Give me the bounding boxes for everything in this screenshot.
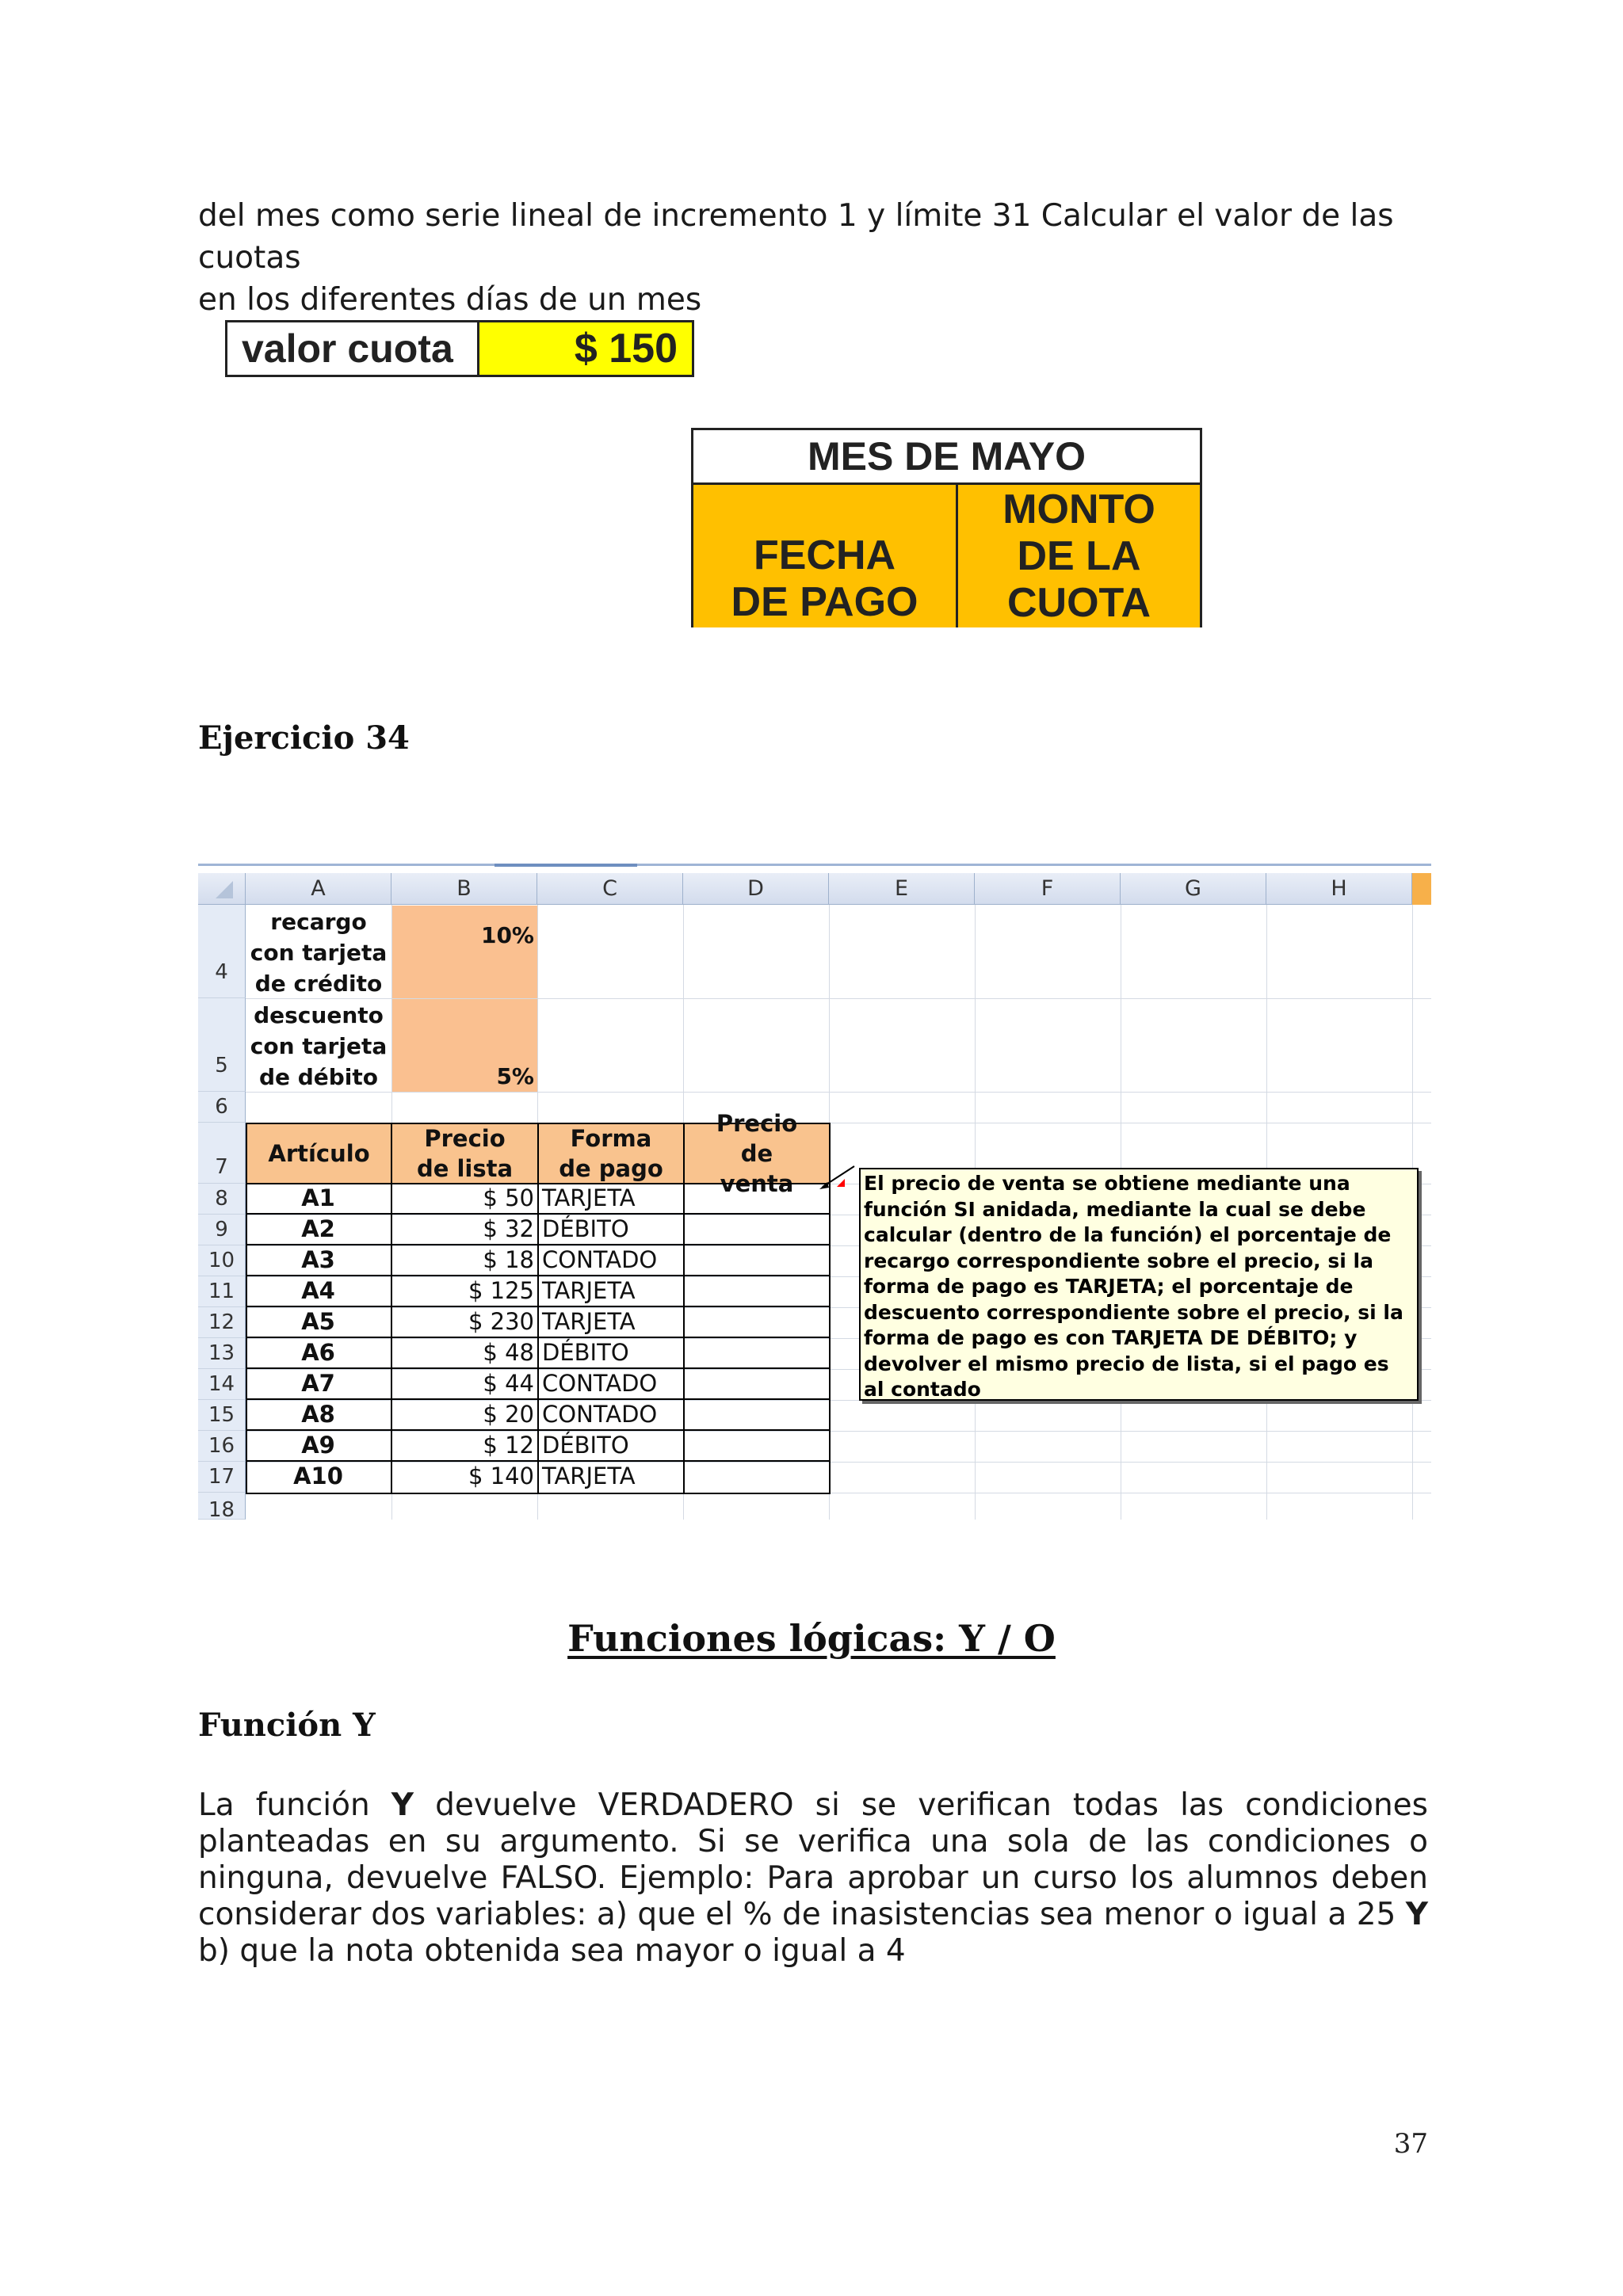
header-precio-venta[interactable]: Precio de venta [683, 1123, 831, 1184]
body-text: devuelve VERDADERO si se verifican todas las condiciones planteadas en su argumento. Si se verifica una sola de las condiciones o ninguna, devuelve FALSO. Ejemplo: Para aprobar un curso los alumnos deben considerar dos variables: a) que el % de inasistencias sea menor o igual a 25 [198, 1787, 1428, 1932]
column-header-overflow [1412, 873, 1431, 905]
cell-precio-venta[interactable] [685, 1276, 831, 1307]
row-header-7[interactable]: 7 [198, 1123, 246, 1184]
cell-articulo[interactable]: A2 [246, 1215, 392, 1245]
cell-precio[interactable]: $ 20 [392, 1400, 539, 1431]
column-header-c[interactable]: C [537, 873, 683, 905]
column-header-a[interactable]: A [246, 873, 391, 905]
row-header-17[interactable]: 17 [198, 1462, 246, 1493]
column-header-f[interactable]: F [975, 873, 1121, 905]
column-header-e[interactable]: E [829, 873, 975, 905]
column-header-g[interactable]: G [1121, 873, 1266, 905]
body-text: La función [198, 1787, 391, 1823]
row-header-6[interactable]: 6 [198, 1092, 246, 1123]
cell-precio[interactable]: $ 44 [392, 1369, 539, 1400]
descuento-label-cell[interactable]: descuento con tarjeta de débito [250, 1002, 388, 1090]
cell-precio[interactable]: $ 125 [392, 1276, 539, 1307]
row-header-15[interactable]: 15 [198, 1400, 246, 1431]
row-header-13[interactable]: 13 [198, 1338, 246, 1369]
cell-forma[interactable]: CONTADO [539, 1369, 685, 1400]
cell-forma[interactable]: DÉBITO [539, 1431, 685, 1462]
comment-arrow-icon [816, 1163, 864, 1195]
cell-precio-venta[interactable] [685, 1184, 831, 1215]
descuento-value-cell[interactable]: 5% [392, 999, 537, 1092]
cell-articulo[interactable]: A3 [246, 1245, 392, 1276]
subsection-title: Función Y [198, 1707, 376, 1744]
body-paragraph [198, 1787, 1428, 1970]
row-header-10[interactable]: 10 [198, 1245, 246, 1276]
section-title: Funciones lógicas: Y / O [567, 1617, 1056, 1660]
cell-articulo[interactable]: A9 [246, 1431, 392, 1462]
cell-articulo[interactable]: A1 [246, 1184, 392, 1215]
cell-precio-venta[interactable] [685, 1369, 831, 1400]
exercise-title: Ejercicio 34 [198, 719, 410, 757]
recargo-label-cell[interactable]: recargo con tarjeta de crédito [250, 909, 388, 997]
row-header-16[interactable]: 16 [198, 1431, 246, 1462]
cell-precio-venta[interactable] [685, 1338, 831, 1369]
row-header-4[interactable]: 4 [198, 905, 246, 998]
body-text: b) que la nota obtenida sea mayor o igual a 4 [198, 1933, 906, 1969]
recargo-value-cell[interactable]: 10% [392, 906, 537, 998]
select-all-corner[interactable] [198, 873, 246, 905]
row-header-14[interactable]: 14 [198, 1369, 246, 1400]
cell-forma[interactable]: TARJETA [539, 1462, 685, 1493]
cell-forma[interactable]: TARJETA [539, 1276, 685, 1307]
column-header-h[interactable]: H [1266, 873, 1412, 905]
cell-forma[interactable]: DÉBITO [539, 1215, 685, 1245]
cell-precio[interactable]: $ 230 [392, 1307, 539, 1338]
row-header-18[interactable]: 18 [198, 1493, 246, 1520]
fecha-de-pago-header: FECHA DE PAGO [693, 485, 958, 627]
row-header-9[interactable]: 9 [198, 1215, 246, 1245]
header-precio-lista[interactable]: Precio de lista [391, 1123, 539, 1184]
cell-forma[interactable]: TARJETA [539, 1307, 685, 1338]
row-header-12[interactable]: 12 [198, 1307, 246, 1338]
valor-cuota-label: valor cuota [227, 322, 479, 375]
cell-precio[interactable]: $ 12 [392, 1431, 539, 1462]
body-bold-y: Y [391, 1787, 414, 1823]
cell-precio-venta[interactable] [685, 1307, 831, 1338]
page-number: 37 [1393, 2128, 1428, 2160]
cell-forma[interactable]: TARJETA [539, 1184, 685, 1215]
cell-articulo[interactable]: A8 [246, 1400, 392, 1431]
intro-line-1: del mes como serie lineal de incremento 1 y límite 31 Calcular el valor de las cuotas [198, 198, 1394, 276]
column-header-d[interactable]: D [683, 873, 829, 905]
cell-precio[interactable]: $ 140 [392, 1462, 539, 1493]
cell-precio-venta[interactable] [685, 1431, 831, 1462]
monto-cuota-header: MONTO DE LA CUOTA [1002, 486, 1155, 626]
cell-precio[interactable]: $ 18 [392, 1245, 539, 1276]
cell-comment-note: El precio de venta se obtiene mediante una función SI anidada, mediante la cual se debe calcular (dentro de la función) el porcentaje de recargo correspondiente sobre el precio, si la forma de pago es TARJETA; el porcentaje de descuento correspondiente sobre el precio, si la forma de pago es con TARJETA DE DÉBITO; y devolver el mismo precio de lista, si el pago es al contado [859, 1168, 1419, 1401]
cell-precio-venta[interactable] [685, 1400, 831, 1431]
cell-articulo[interactable]: A5 [246, 1307, 392, 1338]
header-forma-pago[interactable]: Forma de pago [537, 1123, 685, 1184]
mes-de-mayo-table [691, 428, 1202, 627]
cell-articulo[interactable]: A7 [246, 1369, 392, 1400]
valor-cuota-box [225, 320, 694, 377]
intro-line-2: en los diferentes días de un mes [198, 282, 702, 318]
mes-de-mayo-title: MES DE MAYO [693, 430, 1200, 485]
cell-articulo[interactable]: A6 [246, 1338, 392, 1369]
cell-precio[interactable]: $ 50 [392, 1184, 539, 1215]
cell-precio-venta[interactable] [685, 1245, 831, 1276]
cell-forma[interactable]: CONTADO [539, 1400, 685, 1431]
valor-cuota-value: $ 150 [479, 322, 692, 375]
column-header-b[interactable]: B [391, 873, 537, 905]
header-articulo[interactable]: Artículo [246, 1123, 392, 1184]
intro-text [198, 195, 1428, 321]
cell-precio-venta[interactable] [685, 1462, 831, 1493]
cell-articulo[interactable]: A10 [246, 1462, 392, 1493]
row-header-5[interactable]: 5 [198, 998, 246, 1092]
cell-precio[interactable]: $ 32 [392, 1215, 539, 1245]
cell-forma[interactable]: CONTADO [539, 1245, 685, 1276]
row-header-11[interactable]: 11 [198, 1276, 246, 1307]
cell-articulo[interactable]: A4 [246, 1276, 392, 1307]
row-header-8[interactable]: 8 [198, 1184, 246, 1215]
cell-precio-venta[interactable] [685, 1215, 831, 1245]
cell-precio[interactable]: $ 48 [392, 1338, 539, 1369]
body-bold-y: Y [1405, 1897, 1428, 1932]
cell-forma[interactable]: DÉBITO [539, 1338, 685, 1369]
